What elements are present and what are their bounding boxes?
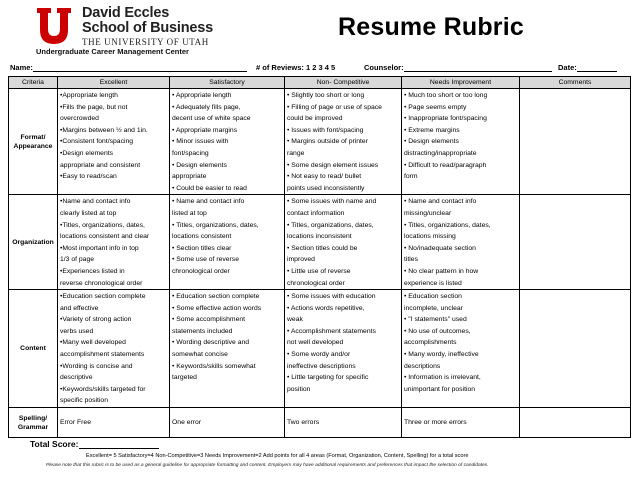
rubric-line: 1/3 of page	[60, 256, 95, 264]
counselor-field[interactable]	[364, 63, 552, 72]
rubric-line: locations consistent and clear	[60, 233, 150, 241]
format-excellent	[58, 89, 170, 195]
rubric-line: • Accomplishment statements	[287, 327, 376, 335]
rubric-line: position	[287, 385, 311, 393]
rubric-line: • Name and contact info	[404, 198, 477, 206]
university-u-logo	[36, 7, 72, 45]
format-comments[interactable]	[520, 89, 631, 195]
row-content	[9, 290, 631, 408]
rubric-line: • Much too short or too long	[404, 92, 488, 99]
rubric-line: • Minor issues with	[172, 138, 229, 146]
rubric-line: • Some wordy and/or	[287, 351, 351, 359]
info-row	[10, 63, 628, 75]
spelling-excellent: Error Free	[58, 408, 170, 438]
rubric-line: accomplishment statements	[60, 351, 145, 359]
rubric-line: decent use of white space	[172, 115, 251, 123]
rubric-line: • Education section	[404, 293, 462, 301]
rubric-line: incomplete, unclear	[404, 304, 463, 312]
rubric-line: improved	[287, 256, 315, 264]
rubric-line: • Extreme margins	[404, 126, 460, 134]
rubric-line: •Easy to read/scan	[60, 173, 117, 181]
rubric-line: locations missing	[404, 233, 456, 241]
rubric-line: •Most important info in top	[60, 244, 139, 252]
rubric-line: somewhat concise	[172, 351, 228, 359]
header-satisfactory: Satisfactory	[170, 77, 285, 89]
rubric-line: • No/inadequate section	[404, 244, 476, 252]
rubric-line: appropriate	[172, 173, 207, 181]
rubric-line: • Wording descriptive and	[172, 339, 250, 347]
rubric-line: • Some use of reverse	[172, 256, 239, 264]
name-line	[33, 63, 247, 72]
total-score-label: Total Score:	[30, 439, 79, 449]
date-line	[577, 63, 617, 72]
total-score-field[interactable]	[30, 439, 159, 449]
spelling-needs-improvement: Three or more errors	[402, 408, 520, 438]
rubric-line: range	[287, 149, 305, 157]
spelling-satisfactory: One error	[170, 408, 285, 438]
rubric-line: • Education section complete	[172, 293, 260, 301]
rubric-line: form	[404, 173, 418, 181]
rubric-line: targeted	[172, 374, 197, 382]
rubric-line: contact information	[287, 209, 345, 217]
rubric-line: •Experiences listed in	[60, 267, 125, 275]
rubric-table	[8, 76, 631, 438]
header-excellent: Excellent	[58, 77, 170, 89]
rubric-line: • Design elements	[172, 161, 227, 169]
rubric-line: locations consistent	[172, 233, 232, 241]
rubric-line: • Inappropriate font/spacing	[404, 115, 487, 123]
content-comments[interactable]	[520, 290, 631, 408]
rubric-line: locations inconsistent	[287, 233, 352, 241]
rubric-line: • Titles, organizations, dates,	[172, 221, 259, 229]
name-field[interactable]	[10, 63, 247, 72]
rubric-line: • Little targeting for specific	[287, 374, 369, 382]
rubric-line: •Appropriate length	[60, 92, 118, 99]
organization-needs-improvement	[402, 195, 520, 290]
rubric-line: •Wording is concise and	[60, 362, 133, 370]
rubric-line: •Education section complete	[60, 293, 146, 301]
reviews-values[interactable]: 1 2 3 4 5	[306, 63, 336, 72]
rubric-line: appropriate and consistent	[60, 161, 141, 169]
rubric-line: • Titles, organizations, dates,	[287, 221, 374, 229]
rubric-line: not well developed	[287, 339, 344, 347]
header	[0, 0, 638, 62]
criteria-spelling: Spelling/ Grammar	[9, 408, 58, 438]
brand-line-3: THE UNIVERSITY OF UTAH	[82, 37, 209, 47]
rubric-line: • Appropriate length	[172, 92, 232, 99]
rubric-line: • Could be easier to read	[172, 184, 247, 192]
rubric-line: • Difficult to read/paragraph	[404, 161, 487, 169]
rubric-line: • Some accomplishment	[172, 316, 246, 324]
spelling-noncompetitive: Two errors	[285, 408, 402, 438]
rubric-line: • Page seems empty	[404, 103, 467, 111]
rubric-line: • Some design element issues	[287, 161, 379, 169]
rubric-line: •Margins between ½ and 1in.	[60, 126, 148, 134]
brand-line-1: David Eccles	[82, 5, 170, 21]
rubric-line: experience is listed	[404, 279, 462, 287]
rubric-line: unimportant for position	[404, 385, 476, 393]
rubric-line: •Name and contact info	[60, 198, 131, 206]
rubric-line: • Filling of page or use of space	[287, 103, 382, 111]
rubric-line: • Adequately fills page,	[172, 103, 241, 111]
rubric-line: chronological order	[172, 267, 230, 275]
rubric-line: verbs used	[60, 327, 94, 335]
date-field[interactable]	[558, 63, 617, 72]
rubric-line: listed at top	[172, 209, 207, 217]
rubric-line: •Many well developed	[60, 339, 126, 347]
score-legend: Excellent= 5 Satisfactory=4 Non-Competitive=3 Needs Improvement=2 Add points for all 4 areas (Format, Organization, Content, Spelling) for a total score	[86, 453, 469, 459]
content-satisfactory	[170, 290, 285, 408]
row-organization	[9, 195, 631, 290]
rubric-line: • Appropriate margins	[172, 126, 238, 134]
rubric-line: descriptive	[60, 374, 93, 382]
rubric-line: • Many wordy, ineffective	[404, 351, 479, 359]
rubric-line: weak	[287, 316, 303, 324]
rubric-line: • "I statements" used	[404, 316, 467, 324]
header-comments: Comments	[520, 77, 631, 89]
rubric-line: • Information is irrelevant,	[404, 374, 481, 382]
rubric-line: •Design elements	[60, 149, 114, 157]
rubric-line: • No clear pattern in how	[404, 267, 479, 275]
rubric-line: ineffective descriptions	[287, 362, 356, 370]
rubric-line: • Little use of reverse	[287, 267, 351, 275]
rubric-line: chronological order	[287, 279, 345, 287]
rubric-line: • Design elements	[404, 138, 459, 146]
spelling-comments[interactable]	[520, 408, 631, 438]
rubric-line: distracting/inappropriate	[404, 149, 477, 157]
format-satisfactory	[170, 89, 285, 195]
organization-excellent	[58, 195, 170, 290]
rubric-line: • Titles, organizations, dates,	[404, 221, 491, 229]
header-row	[9, 77, 631, 89]
content-noncompetitive	[285, 290, 402, 408]
header-needs-improvement: Needs Improvement	[402, 77, 520, 89]
reviews-field	[256, 63, 335, 72]
rubric-line: • Some effective action words	[172, 304, 262, 312]
rubric-line: reverse chronological order	[60, 279, 143, 287]
rubric-line: • Name and contact info	[172, 198, 245, 206]
criteria-format: Format/ Appearance	[9, 89, 58, 195]
organization-noncompetitive	[285, 195, 402, 290]
rubric-line: •Variety of strong action	[60, 316, 132, 324]
format-needs-improvement	[402, 89, 520, 195]
rubric-line: • Not easy to read/ bullet	[287, 173, 362, 181]
rubric-line: •Keywords/skills targeted for	[60, 385, 146, 393]
rubric-line: • Some issues with name and	[287, 198, 377, 206]
content-needs-improvement	[402, 290, 520, 408]
rubric-line: and effective	[60, 304, 99, 312]
center-name: Undergraduate Career Management Center	[36, 47, 189, 56]
criteria-organization: Organization	[9, 195, 58, 290]
rubric-line: could be improved	[287, 115, 343, 123]
brand-block	[36, 5, 302, 56]
rubric-line: • Section titles could be	[287, 244, 358, 252]
rubric-line: font/spacing	[172, 149, 209, 157]
rubric-line: overcrowded	[60, 115, 99, 123]
criteria-content: Content	[9, 290, 58, 408]
rubric-line: specific position	[60, 397, 108, 405]
counselor-line	[404, 63, 552, 72]
format-noncompetitive	[285, 89, 402, 195]
header-noncompetitive: Non- Competitive	[285, 77, 402, 89]
rubric-line: descriptions	[404, 362, 441, 370]
rubric-line: • Actions words repetitive,	[287, 304, 365, 312]
rubric-line: points used inconsistently	[287, 184, 365, 192]
header-criteria: Criteria	[9, 77, 58, 89]
rubric-line: • Section titles clear	[172, 244, 232, 252]
disclaimer: Please note that this rubric is to be used as a general guideline for appropriate formatting and content. Employers may have additional requirements and preferences that impact the selection of candidates.	[46, 463, 489, 468]
rubric-line: titles	[404, 256, 418, 264]
row-spelling	[9, 408, 631, 438]
rubric-line: statements included	[172, 327, 233, 335]
name-label: Name:	[10, 63, 33, 72]
brand-line-2: School of Business	[82, 20, 213, 36]
rubric-line: • Slightly too short or long	[287, 92, 365, 99]
organization-comments[interactable]	[520, 195, 631, 290]
counselor-label: Counselor:	[364, 63, 404, 72]
rubric-line: •Fills the page, but not	[60, 103, 128, 111]
rubric-line: clearly listed at top	[60, 209, 117, 217]
content-excellent	[58, 290, 170, 408]
rubric-line: • Some issues with education	[287, 293, 376, 301]
rubric-table-wrap	[8, 76, 630, 434]
rubric-line: missing/unclear	[404, 209, 452, 217]
rubric-line: • No use of outcomes,	[404, 327, 471, 335]
reviews-label: # of Reviews:	[256, 63, 304, 72]
organization-satisfactory	[170, 195, 285, 290]
rubric-line: •Titles, organizations, dates,	[60, 221, 145, 229]
rubric-line: • Keywords/skills somewhat	[172, 362, 256, 370]
total-score-line	[79, 440, 159, 449]
rubric-line: • Margins outside of printer	[287, 138, 368, 146]
date-label: Date:	[558, 63, 577, 72]
rubric-line: • Issues with font/spacing	[287, 126, 364, 134]
u-logo-icon	[36, 7, 72, 45]
rubric-line: accomplishments	[404, 339, 457, 347]
row-format	[9, 89, 631, 195]
page-title: Resume Rubric	[338, 13, 524, 41]
rubric-line: •Consistent font/spacing	[60, 138, 134, 146]
